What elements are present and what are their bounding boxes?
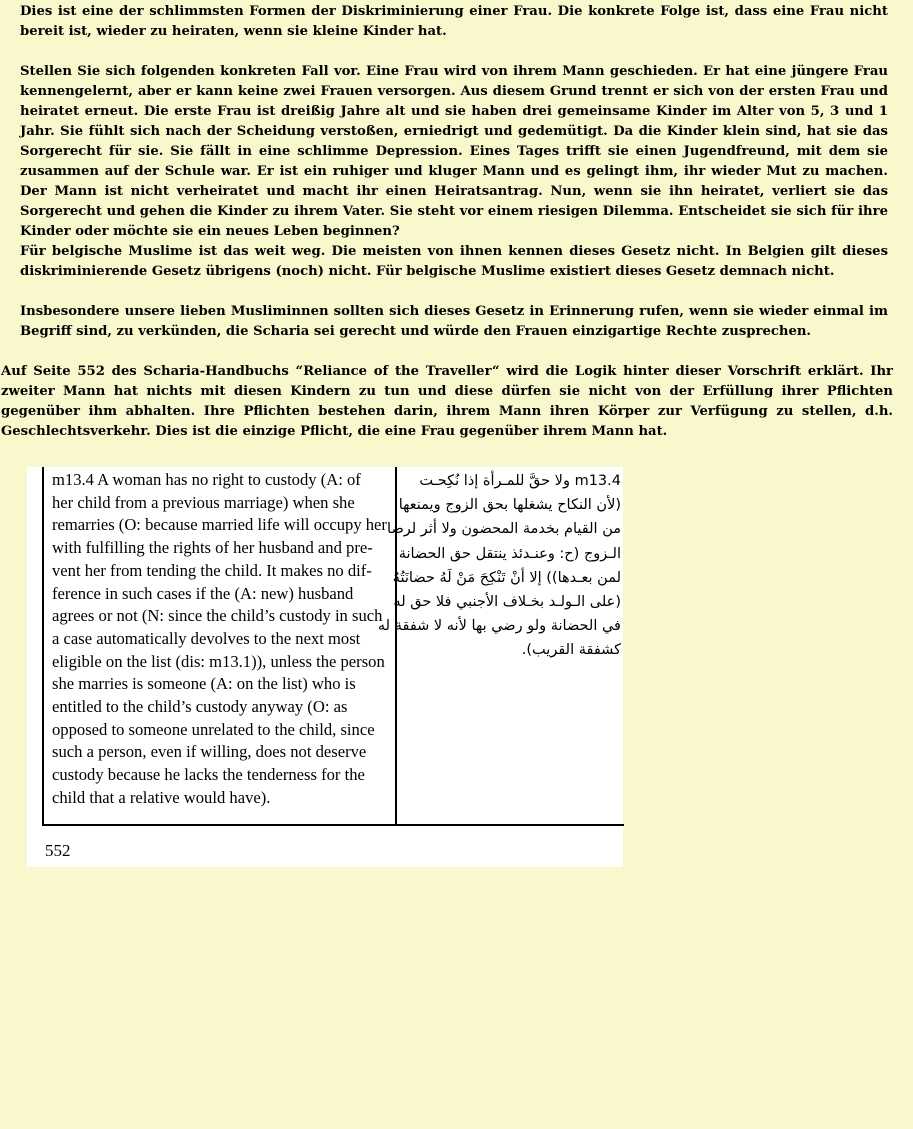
english-line: child that a relative would have). [52,787,271,807]
english-line: remarries (O: because married life will occupy her [52,515,387,535]
english-line: such a person, even if willing, does not deserve [52,742,367,762]
english-line: ference in such cases if the (A: new) husband [52,583,354,603]
page-number: 552 [45,841,71,860]
arabic-line: في الحضانة ولو رضي بها لأنه لا شفقة له [377,618,621,635]
arabic-line: كشفقة القريب). [521,642,621,659]
paragraph-example-case: Stellen Sie sich folgenden konkreten Fall vor. Eine Frau wird von ihrem Mann geschieden. Er hat eine jüngere Frau kennengelernt, aber er kann keine zwei Frauen versorgen. Aus diesem Grund trennt er sich von der ersten Frau und heiratet erneut. Die erste Frau ist dreißig Jahre alt und sie haben drei gemeinsame Kinder im Alter von 5, 3 und 1 Jahr. Sie fühlt sich nach der Scheidung verstoßen, erniedrigt und gedemütigt. Da die Kinder klein sind, hat sie das Sorgerecht für sie. Sie fällt in eine schlimme Depression. Eines Tages trifft sie einen Jugendfreund, mit dem sie zusammen auf der Schule war. Er ist ein ruhiger und kluger Mann und es gelingt ihm, ihr wieder Mut zu machen. Der Mann ist nicht verheiratet und macht ihr einen Heiratsantrag. Nun, wenn sie ihn heiratet, verliert sie das Sorgerecht und gehen die Kinder zu ihrem Vater. Sie steht vor einem riesigen Dilemma. Entscheidet sie sich für ihre Kinder oder möchte sie ein neues Leben beginnen? [20,64,888,239]
english-line: a case automatically devolves to the next most [52,628,361,648]
english-line: m13.4 A woman has no right to custody (A: of [52,470,361,489]
paragraph-handbook-explanation: Auf Seite 552 des Scharia-Handbuchs “Reliance of the Traveller“ wird die Logik hinter dieser Vorschrift erklärt. Ihr zweiter Mann hat nichts mit diesen Kindern zu tun und diese dürfen sie nicht von der Erfüllung ihrer Pflichten gegenüber ihm abhalten. Ihre Pflichten bestehen darin, ihrem Mann ihren Körper zur Verfügung zu stellen, d.h. Geschlechtsverkehr. Dies ist die einzige Pflicht, die eine Frau gegenüber ihrem Mann hat. [1,364,893,439]
arabic-line: (لأن النكاح يشغلها بحق الزوج ويمنعها [398,497,621,514]
english-line: eligible on the list (dis: m13.1)), unless the person [52,651,385,671]
arabic-ruling-text [377,469,621,663]
arabic-line: لمن بعـدها)) إلا أنْ تَنْكِحَ مَنْ لَهُ حضانَتُهُ [392,569,621,586]
english-line: agrees or not (N: since the child’s custody in such [52,606,383,626]
handbook-page-scan [27,467,623,867]
english-line: she marries is someone (A: on the list) who is [52,674,356,694]
paragraph-intro: Dies ist eine der schlimmsten Formen der Diskriminierung einer Frau. Die konkrete Folge ist, dass eine Frau nicht bereit ist, wieder zu heiraten, wenn sie kleine Kinder hat. [20,4,888,39]
english-ruling-text [52,469,385,810]
arabic-line: (على الـولـد بخـلاف الأجنبي فلا حق له [393,594,621,611]
english-line: opposed to someone unrelated to the child, since [52,719,375,739]
arabic-line: الـزوج (ح: وعنـدئذ ينتقل حق الحضانة [398,545,621,562]
arabic-line: m13.4 ولا حقَّ للمـرأة إذا نُكِحـت [419,473,621,489]
english-line: entitled to the child’s custody anyway (O: as [52,697,348,717]
english-line: vent her from tending the child. It makes no dif- [52,560,372,580]
english-line: with fulfilling the rights of her husband and pre- [52,538,373,558]
paragraph-muslim-women: Insbesondere unsere lieben Musliminnen sollten sich dieses Gesetz in Erinnerung rufen, wenn sie wieder einmal im Begriff sind, zu verkünden, die Scharia sei gerecht und würde den Frauen einzigartige Rechte zusprechen. [20,304,888,339]
paragraph-belgian-muslims: Für belgische Muslime ist das weit weg. Die meisten von ihnen kennen dieses Gesetz nicht. In Belgien gilt dieses diskriminierende Gesetz übrigens (noch) nicht. Für belgische Muslime existiert dieses Gesetz demnach nicht. [20,244,888,279]
english-line: her child from a previous marriage) when she [52,492,355,512]
english-line: custody because he lacks the tenderness for the [52,765,365,785]
arabic-line: من القيام بخدمة المحضون ولا أثر لرضا [387,521,621,538]
